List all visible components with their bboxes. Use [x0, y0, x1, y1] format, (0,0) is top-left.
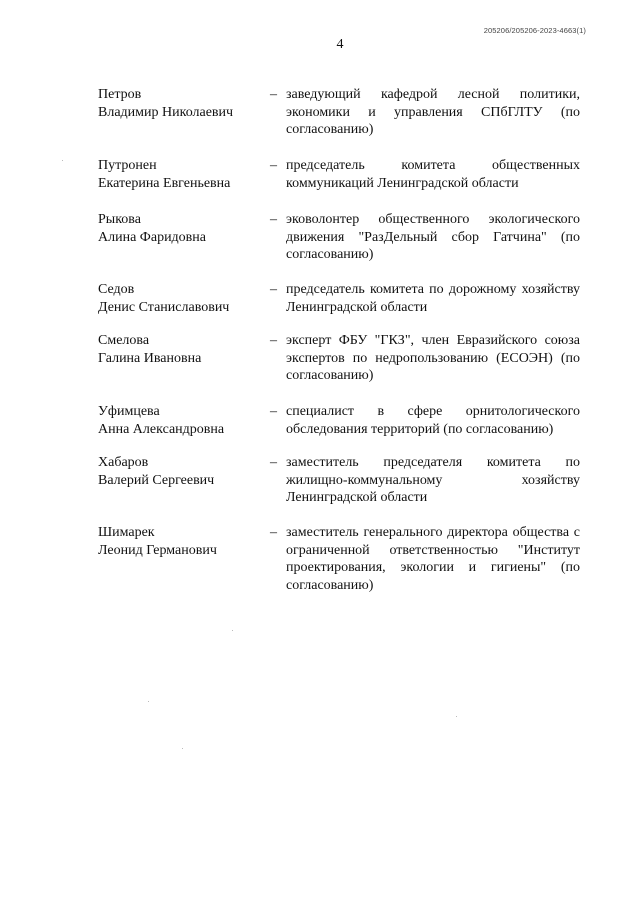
list-item	[98, 281, 580, 332]
surname: Петров	[98, 87, 142, 102]
list-item	[98, 454, 580, 524]
dash: –	[270, 404, 277, 419]
person-name	[98, 86, 270, 157]
dash: –	[270, 333, 277, 348]
member-list	[98, 86, 580, 593]
person-name	[98, 403, 270, 454]
person-name	[98, 454, 270, 524]
given-names: Леонид Германович	[98, 542, 217, 558]
list-item	[98, 524, 580, 593]
position-text: председатель комитета общественных коммуникаций Ленинградской области	[286, 158, 580, 191]
given-names: Денис Станиславович	[98, 299, 230, 315]
dash: –	[270, 212, 277, 227]
list-item	[98, 157, 580, 211]
position-text: председатель комитета по дорожному хозяйству Ленинградской области	[286, 282, 580, 315]
position-text: заместитель председателя комитета по жилищно-коммунальному хозяйству Ленинградской области	[286, 455, 580, 505]
dash: –	[270, 455, 277, 470]
scan-speck	[148, 701, 149, 702]
surname: Рыкова	[98, 212, 141, 227]
surname: Седов	[98, 282, 135, 297]
list-item	[98, 403, 580, 454]
dash: –	[270, 87, 277, 102]
position-text: заведующий кафедрой лесной политики, экономики и управления СПбГЛТУ (по согласованию)	[286, 87, 580, 137]
surname: Хабаров	[98, 455, 149, 470]
scan-speck	[232, 630, 233, 631]
dash: –	[270, 525, 277, 540]
position-text: заместитель генерального директора общества с ограниченной ответственностью "Институт проектирования, экологии и гигиены" (по согласованию)	[286, 525, 580, 593]
list-item	[98, 86, 580, 157]
person-name	[98, 332, 270, 403]
given-names: Владимир Николаевич	[98, 104, 234, 120]
given-names: Валерий Сергеевич	[98, 472, 215, 488]
person-name	[98, 524, 270, 584]
scan-speck	[182, 748, 183, 749]
scan-speck	[456, 716, 457, 717]
person-name	[98, 157, 270, 211]
scan-speck	[62, 160, 63, 161]
list-item	[98, 211, 580, 281]
person-name	[98, 281, 270, 332]
position-text: эковолонтер общественного экологического движения "РазДельный сбор Гатчина" (по согласованию)	[286, 212, 580, 262]
surname: Смелова	[98, 333, 150, 348]
given-names: Галина Ивановна	[98, 350, 202, 366]
given-names: Екатерина Евгеньевна	[98, 175, 231, 191]
position-text: специалист в сфере орнитологического обследования территорий (по согласованию)	[286, 404, 580, 437]
list-item	[98, 332, 580, 403]
given-names: Анна Александровна	[98, 421, 225, 437]
dash: –	[270, 158, 277, 173]
dash: –	[270, 282, 277, 297]
surname: Шимарек	[98, 525, 155, 540]
page-number: 4	[336, 37, 344, 52]
surname: Путронен	[98, 158, 157, 173]
position-text: эксперт ФБУ "ГКЗ", член Евразийского союза экспертов по недропользованию (ЕСОЭН) (по согласованию)	[286, 333, 580, 383]
surname: Уфимцева	[98, 404, 160, 419]
person-name	[98, 211, 270, 281]
document-code: 205206/205206-2023-4663(1)	[483, 26, 586, 35]
given-names: Алина Фаридовна	[98, 229, 207, 245]
